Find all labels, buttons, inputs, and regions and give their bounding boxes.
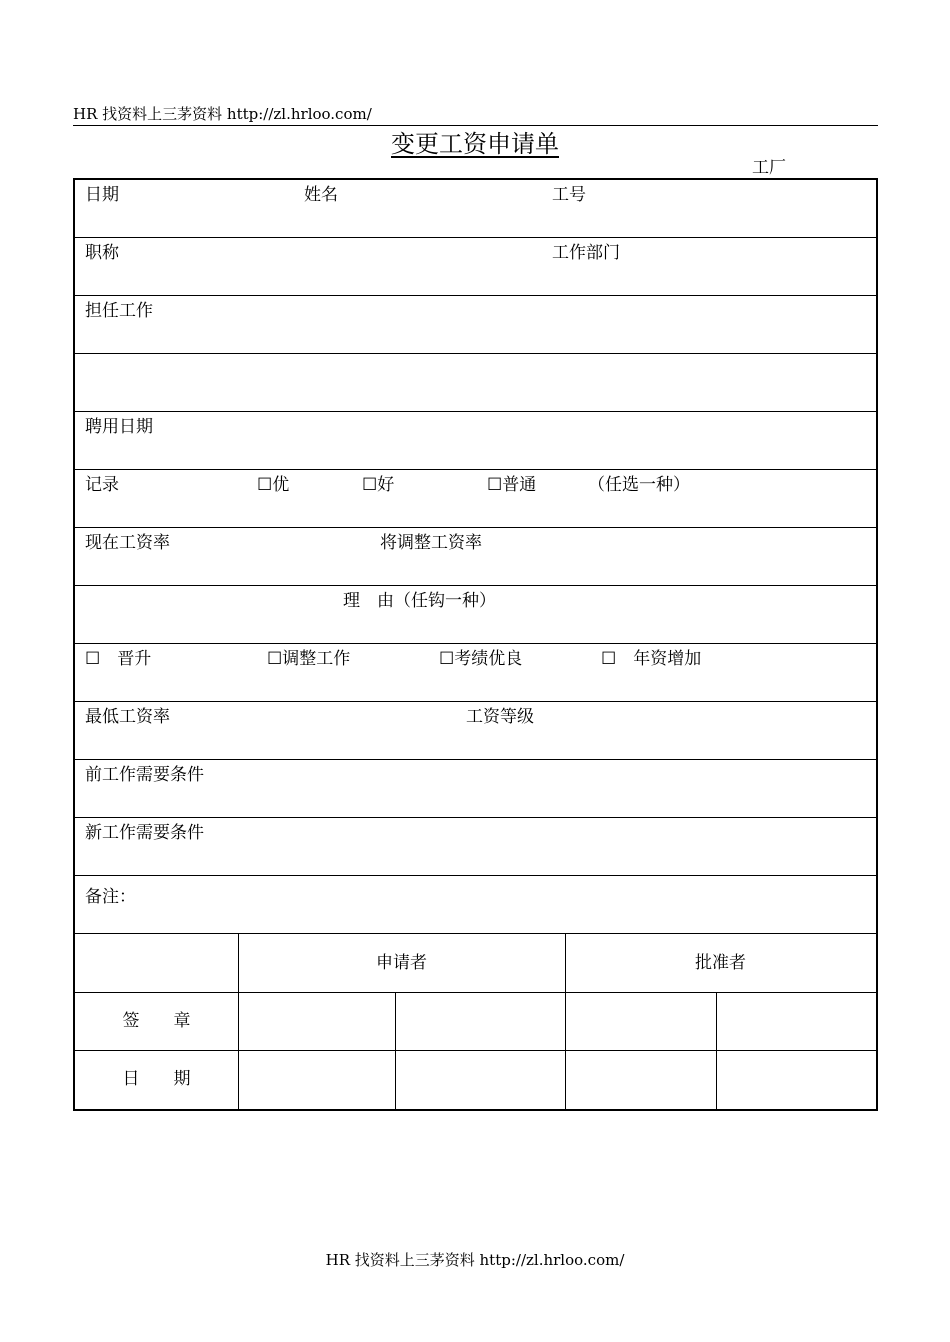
applicant-date-cell-2[interactable]	[396, 1051, 565, 1109]
row-new-requirements	[75, 818, 876, 876]
approver-header: 批准者	[695, 953, 746, 973]
reason-option-job-adjust[interactable]: ☐调整工作	[267, 649, 351, 669]
header-text: HR 找资料上三茅资料 http://zl.hrloo.com/	[73, 105, 372, 123]
approver-seal-cell-2[interactable]	[717, 993, 876, 1050]
row-hire-date	[75, 412, 876, 470]
header-rule	[73, 125, 878, 126]
row-prev-requirements	[75, 760, 876, 818]
pay-grade-label: 工资等级	[466, 707, 534, 727]
sig-date-label: 日 期	[122, 1069, 191, 1089]
applicant-seal-cell-2[interactable]	[396, 993, 565, 1050]
approver-date-cell-1[interactable]	[566, 1051, 716, 1109]
row-basic-info	[75, 180, 876, 238]
approver-date-cell-2[interactable]	[717, 1051, 876, 1109]
record-option-excellent[interactable]: ☐优	[257, 475, 290, 495]
new-requirements-label: 新工作需要条件	[85, 823, 204, 843]
adjusted-rate-label: 将调整工资率	[380, 533, 482, 553]
applicant-seal-cell-1[interactable]	[239, 993, 395, 1050]
page-title	[0, 128, 950, 160]
approver-seal-cell-1[interactable]	[566, 993, 716, 1050]
reason-option-performance[interactable]: ☐考绩优良	[439, 649, 523, 669]
record-note: （任选一种）	[588, 475, 690, 495]
row-reason-header	[75, 586, 876, 644]
reason-option-seniority[interactable]: ☐ 年资增加	[601, 649, 702, 669]
applicant-date-cell-1[interactable]	[239, 1051, 395, 1109]
current-rate-label: 现在工资率	[85, 533, 170, 553]
footer-text: HR 找资料上三茅资料 http://zl.hrloo.com/	[325, 1251, 625, 1269]
row-min-rate	[75, 702, 876, 760]
title-text: 变更工资申请单	[391, 130, 559, 158]
row-reason-options	[75, 644, 876, 702]
seal-label: 签 章	[122, 1011, 191, 1031]
name-label: 姓名	[304, 185, 338, 205]
reason-label: 理 由（任钩一种）	[343, 591, 496, 611]
remarks-label: 备注：	[85, 887, 136, 907]
employee-no-label: 工号	[552, 185, 586, 205]
record-label: 记录	[85, 475, 119, 495]
row-rates	[75, 528, 876, 586]
record-option-average[interactable]: ☐普通	[487, 475, 537, 495]
factory-label: 工厂	[752, 158, 786, 178]
applicant-header: 申请者	[376, 953, 427, 973]
row-title-dept	[75, 238, 876, 296]
department-label: 工作部门	[552, 243, 620, 263]
assigned-work-label: 担任工作	[85, 301, 153, 321]
min-rate-label: 最低工资率	[85, 707, 170, 727]
row-assigned-work	[75, 296, 876, 354]
row-record	[75, 470, 876, 528]
date-label: 日期	[85, 185, 119, 205]
row-remarks	[75, 876, 876, 934]
hire-date-label: 聘用日期	[85, 417, 153, 437]
row-blank	[75, 354, 876, 412]
reason-option-promotion[interactable]: ☐ 晋升	[85, 649, 152, 669]
salary-change-form	[73, 178, 878, 1111]
record-option-good[interactable]: ☐好	[362, 475, 395, 495]
job-title-label: 职称	[85, 243, 119, 263]
prev-requirements-label: 前工作需要条件	[85, 765, 204, 785]
